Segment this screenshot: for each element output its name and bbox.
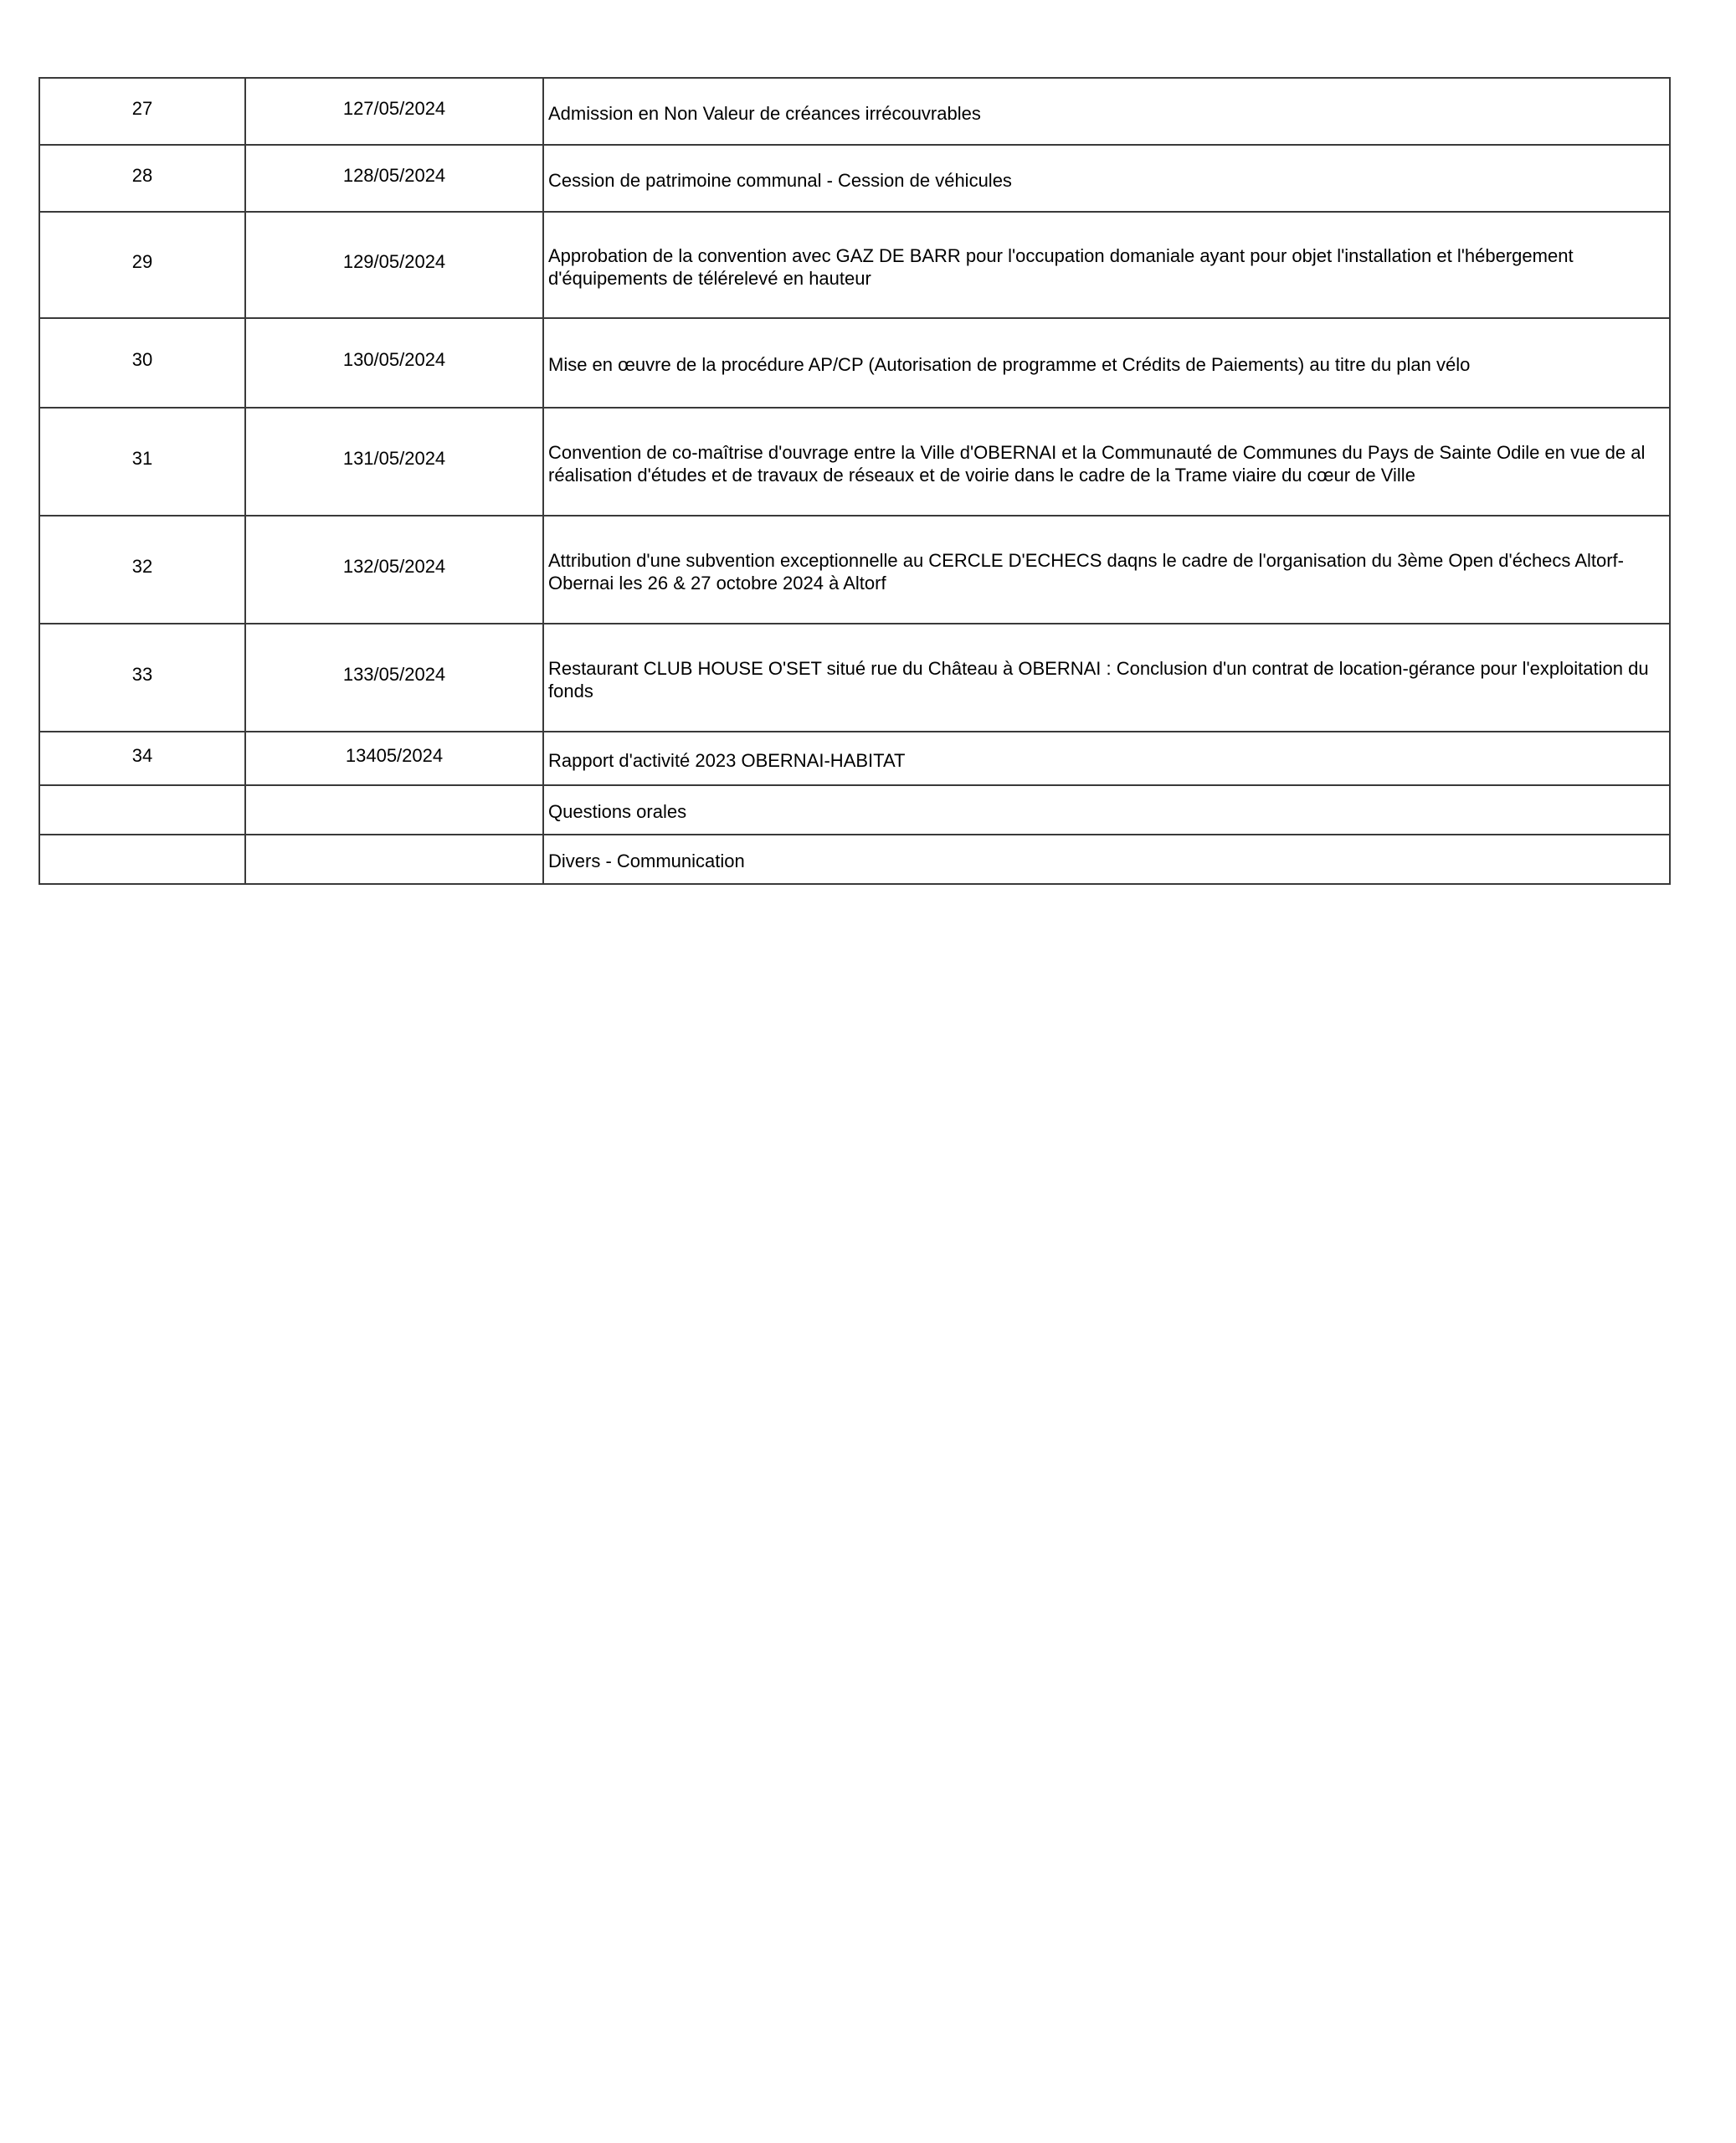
- item-subject: Approbation de la convention avec GAZ DE BARR pour l'occupation domaniale ayant pour objet l'installation et l'hébergement d'équipements de télérelevé en hauteur: [543, 212, 1670, 318]
- item-number: 28: [39, 145, 245, 212]
- item-subject: Attribution d'une subvention exceptionnelle au CERCLE D'ECHECS daqns le cadre de l'organisation du 3ème Open d'échecs Altorf-Obernai les 26 & 27 octobre 2024 à Altorf: [543, 516, 1670, 624]
- agenda-table: [39, 77, 1671, 885]
- item-number: 34: [39, 732, 245, 785]
- item-number: 30: [39, 318, 245, 408]
- item-number: 27: [39, 78, 245, 145]
- item-number: [39, 835, 245, 884]
- deliberation-ref: 133/05/2024: [245, 624, 543, 732]
- item-subject: Rapport d'activité 2023 OBERNAI-HABITAT: [543, 732, 1670, 785]
- table-row: [39, 732, 1670, 785]
- item-number: [39, 785, 245, 835]
- table-row: [39, 78, 1670, 145]
- item-subject: Questions orales: [543, 785, 1670, 835]
- table-row: [39, 318, 1670, 408]
- table-row: [39, 212, 1670, 318]
- item-subject: Admission en Non Valeur de créances irrécouvrables: [543, 78, 1670, 145]
- table-row: [39, 145, 1670, 212]
- item-subject: Mise en œuvre de la procédure AP/CP (Autorisation de programme et Crédits de Paiements) au titre du plan vélo: [543, 318, 1670, 408]
- item-subject: Divers - Communication: [543, 835, 1670, 884]
- item-number: 33: [39, 624, 245, 732]
- deliberation-ref: 130/05/2024: [245, 318, 543, 408]
- table-row: [39, 835, 1670, 884]
- table-row: [39, 408, 1670, 516]
- table-row: [39, 516, 1670, 624]
- deliberation-ref: 132/05/2024: [245, 516, 543, 624]
- item-subject: Restaurant CLUB HOUSE O'SET situé rue du Château à OBERNAI : Conclusion d'un contrat de location-gérance pour l'exploitation du fonds: [543, 624, 1670, 732]
- table-row: [39, 624, 1670, 732]
- item-number: 32: [39, 516, 245, 624]
- deliberation-ref: 127/05/2024: [245, 78, 543, 145]
- deliberation-ref: 131/05/2024: [245, 408, 543, 516]
- deliberation-ref: 128/05/2024: [245, 145, 543, 212]
- item-subject: Convention de co-maîtrise d'ouvrage entre la Ville d'OBERNAI et la Communauté de Communes du Pays de Sainte Odile en vue de al réalisation d'études et de travaux de réseaux et de voirie dans le cadre de la Trame viaire du cœur de Ville: [543, 408, 1670, 516]
- deliberation-ref: 13405/2024: [245, 732, 543, 785]
- table-row: [39, 785, 1670, 835]
- deliberation-ref: [245, 785, 543, 835]
- item-number: 31: [39, 408, 245, 516]
- deliberation-ref: 129/05/2024: [245, 212, 543, 318]
- item-number: 29: [39, 212, 245, 318]
- item-subject: Cession de patrimoine communal - Cession de véhicules: [543, 145, 1670, 212]
- deliberation-ref: [245, 835, 543, 884]
